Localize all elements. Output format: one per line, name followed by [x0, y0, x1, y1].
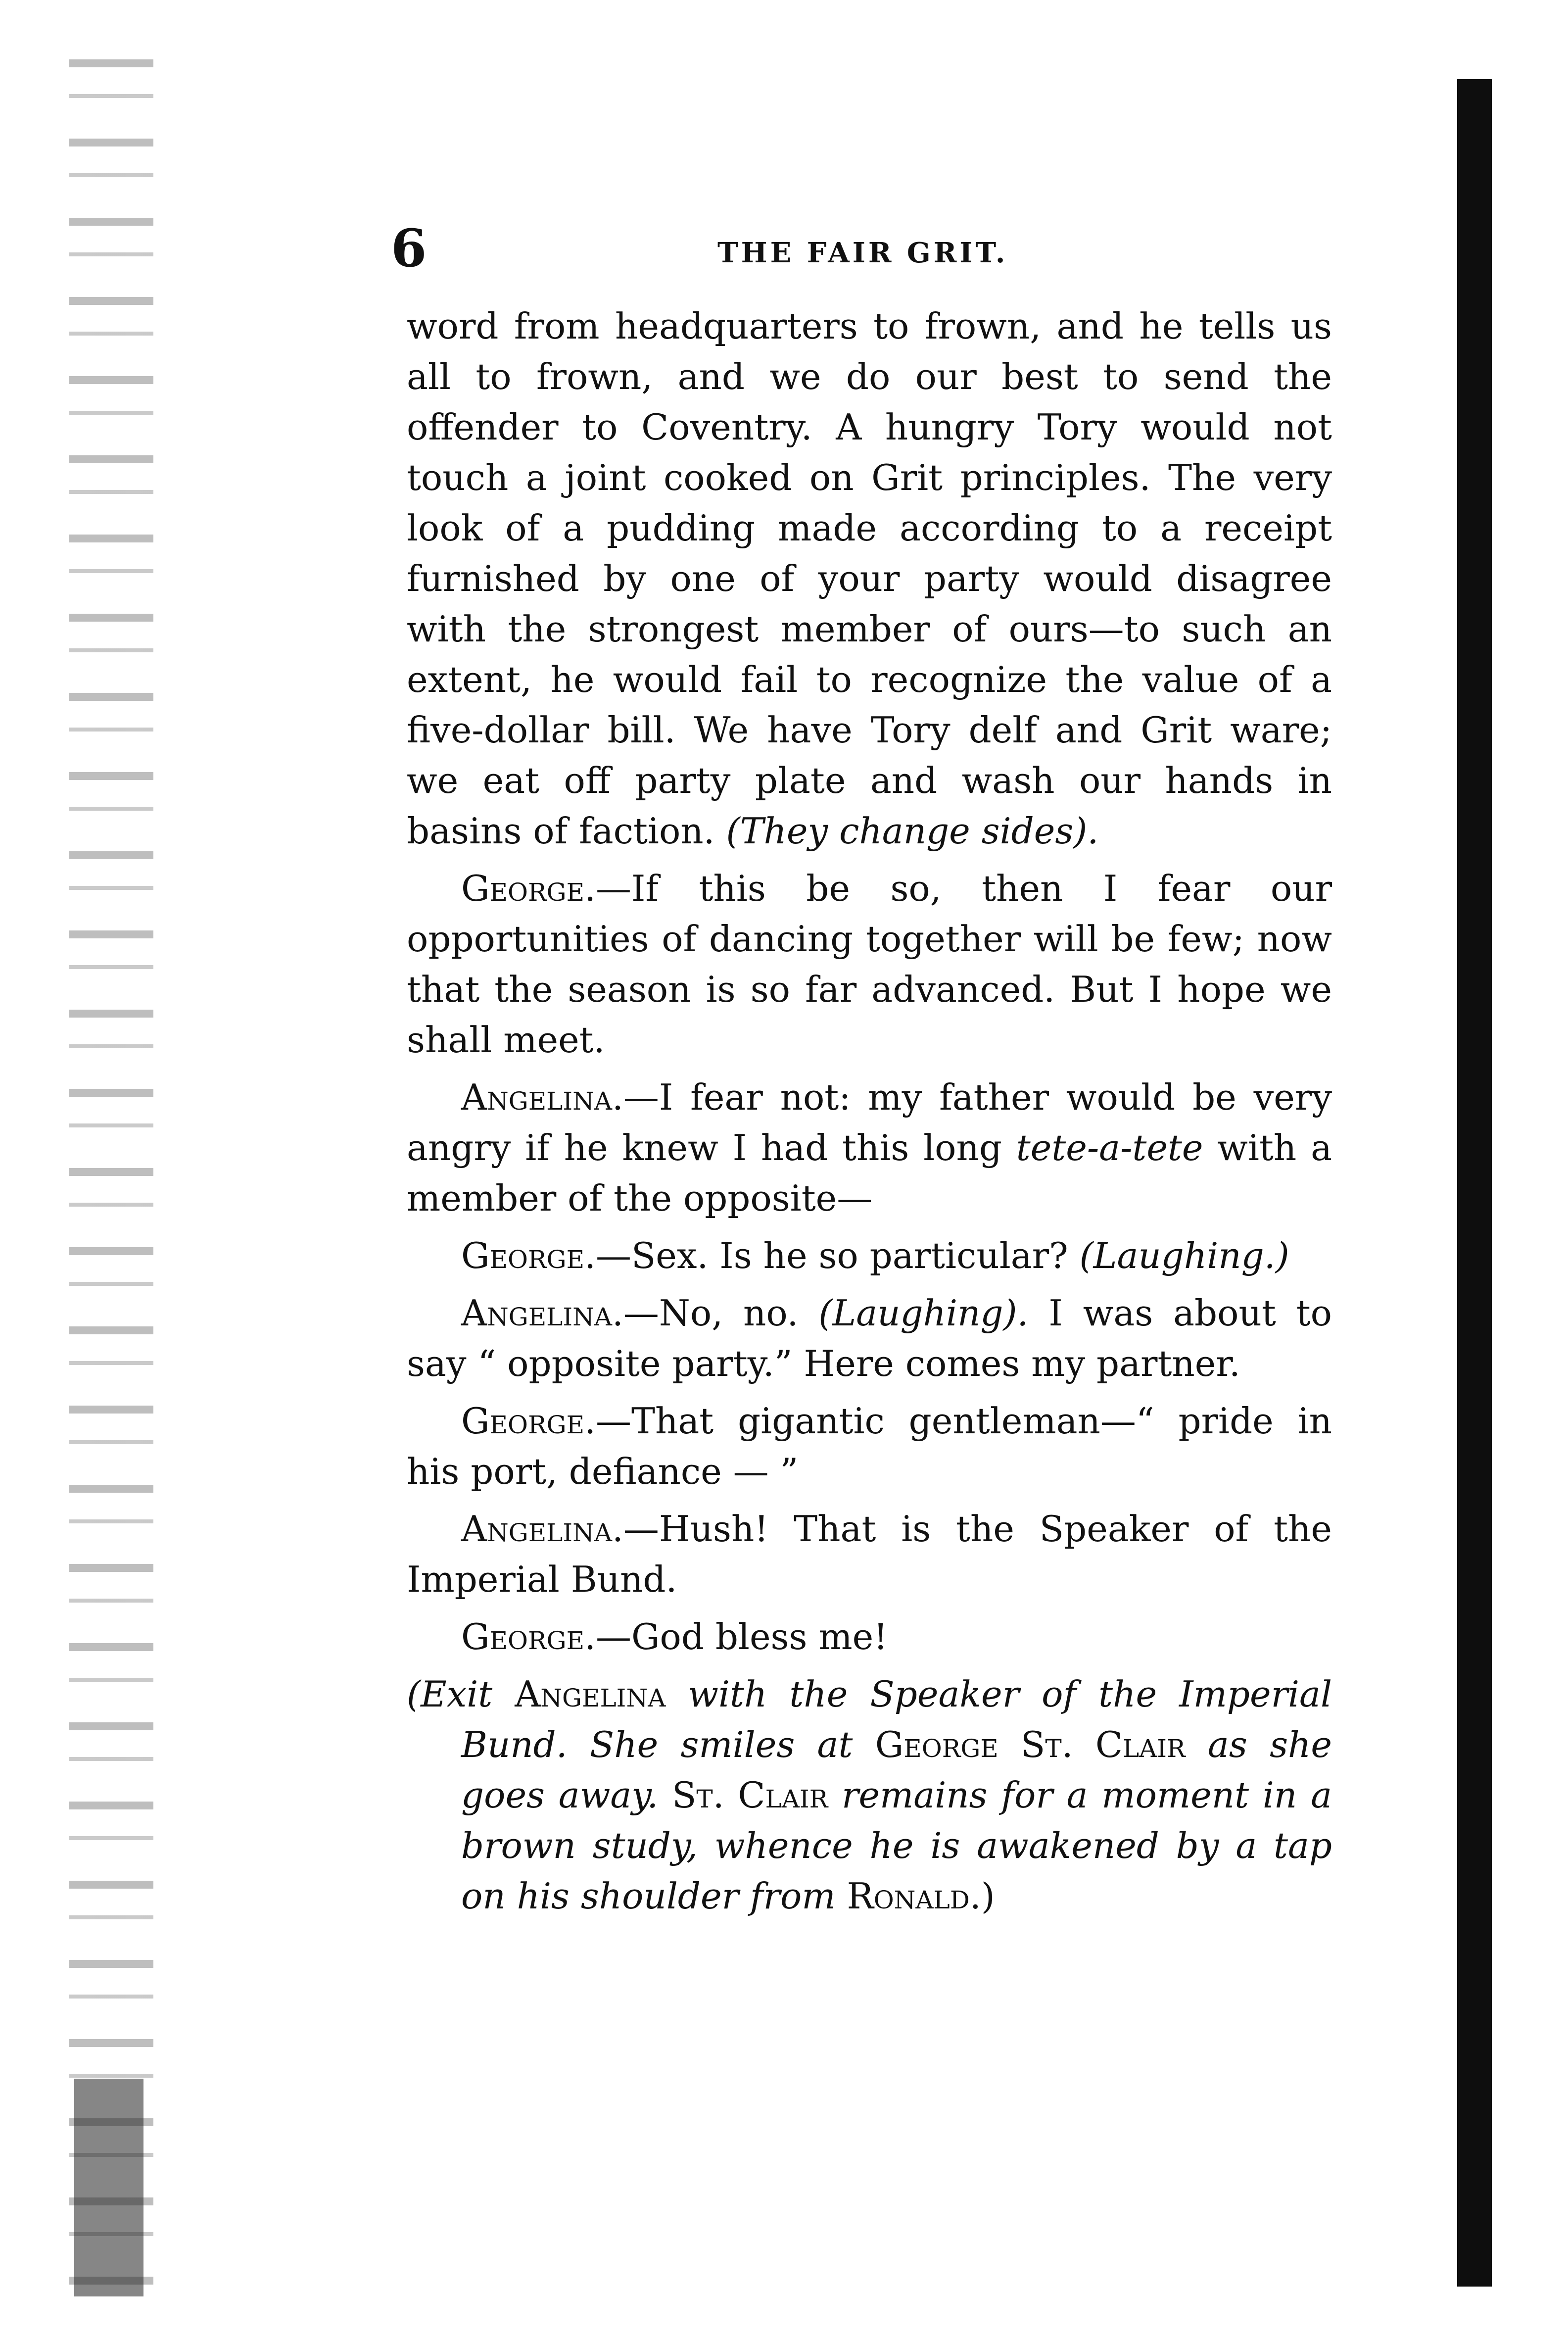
dialogue-line: [407, 1396, 1332, 1497]
dialogue-text: —If this be so, then I fear our opportunities of dancing together will be few; now that the season is so far advanced. But I hope we shall meet.: [407, 868, 1332, 1061]
speaker-name: George.: [461, 1400, 596, 1442]
dialogue-line: [407, 1072, 1332, 1223]
speaker-name: George.: [461, 1235, 596, 1276]
dialogue-text: —I fear not: my father would be very angry if he knew I had this long: [407, 1076, 1332, 1169]
stage-direction: (Exit Angelina with the Speaker of the Imperial Bund. She smiles at George St. Clair as she goes away. St. Clair remains for a moment in a brown study, whence he is awakened by a tap on his shoulder from Ronald.): [407, 1673, 1332, 1917]
speaker-name: Angelina.: [461, 1076, 623, 1118]
dialogue-text: with a member of the opposite—: [407, 1127, 1332, 1219]
dialogue-line: [407, 1288, 1332, 1389]
character-name: St. Clair: [672, 1774, 828, 1816]
stage-direction-inline: (Laughing.): [1079, 1235, 1289, 1276]
running-title: THE FAIR GRIT.: [717, 237, 1008, 269]
character-name: Ronald: [847, 1875, 970, 1917]
character-name: Angelina: [515, 1673, 666, 1715]
dialogue-line: [407, 1230, 1332, 1281]
stage-direction-inline: (They change sides).: [726, 810, 1099, 852]
page-edge-right: [1457, 79, 1492, 2287]
dialogue-text: —God bless me!: [595, 1616, 888, 1658]
speaker-name: George.: [461, 1616, 596, 1658]
page-number: 6: [391, 218, 427, 279]
speaker-name: George.: [461, 868, 596, 909]
page-body: [407, 301, 1332, 1928]
page-header: [391, 218, 1331, 292]
speaker-name: Angelina.: [461, 1292, 623, 1334]
page-edge-shadow: [74, 2079, 143, 2296]
page-edge-left: [69, 59, 153, 2296]
italic-phrase: tete-a-tete: [1016, 1127, 1203, 1169]
dialogue-text: —Sex. Is he so particular?: [595, 1235, 1080, 1276]
dialogue-text: I was about to say “ opposite party.” Here comes my partner.: [407, 1292, 1332, 1384]
dialogue-line: [407, 1611, 1332, 1662]
dialogue-line: [407, 1504, 1332, 1605]
character-name: George St. Clair: [875, 1724, 1186, 1765]
speaker-name: Angelina.: [461, 1508, 623, 1550]
paragraph-text: word from headquarters to frown, and he tells us all to frown, and we do our best to send the offender to Coventry. A hungry Tory would not touch a joint cooked on Grit principles. The very look of a pudding made according to a receipt furnished by one of your party would disagree with the strongest member of ours—to such an extent, he would fail to recognize the value of a five-dollar bill. We have Tory delf and Grit ware; we eat off party plate and wash our hands in basins of faction.: [407, 305, 1332, 852]
dialogue-line: [407, 863, 1332, 1065]
dialogue-text: —That gigantic gentleman—“ pride in his port, defiance — ”: [407, 1400, 1332, 1492]
paragraph: [407, 301, 1332, 856]
dialogue-text: —Hush! That is the Speaker of the Imperial Bund.: [407, 1508, 1332, 1600]
dialogue-text: —No, no.: [623, 1292, 819, 1334]
stage-direction-inline: (Laughing).: [818, 1292, 1029, 1334]
